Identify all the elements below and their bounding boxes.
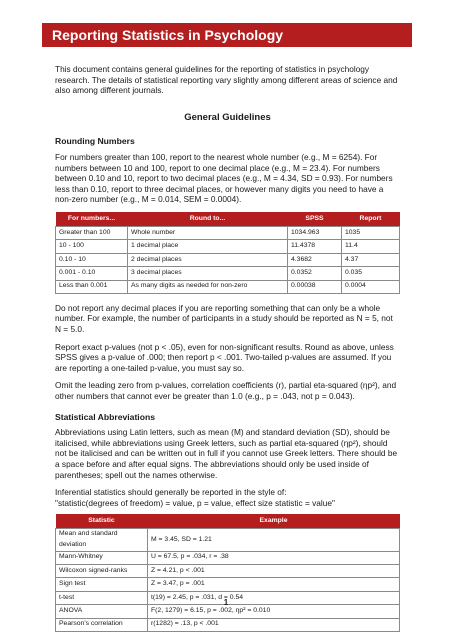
table-header-cell: Example (148, 514, 400, 529)
table-cell: As many digits as needed for non-zero (128, 280, 288, 293)
decimals-paragraph: Do not report any decimal places if you are reporting something that can only be a whole number. For example, the number of participants in a study should be reported as N = 5, not N = 5.0. (55, 302, 393, 335)
inferential-intro: Inferential statistics should generally be reported in the style of: (55, 487, 287, 498)
table-cell: 0.00038 (288, 280, 342, 293)
table-cell: 3 decimal places (128, 267, 288, 280)
table-cell: F(2, 1279) = 6.15, p = .002, ηp² = 0.010 (148, 605, 400, 618)
table-cell: Pearson's correlation (56, 618, 148, 631)
general-guidelines-heading: General Guidelines (184, 111, 271, 123)
table-cell: t-test (56, 591, 148, 604)
table-row (56, 240, 400, 253)
table-cell: 1034.963 (288, 226, 342, 239)
table-cell: 0.035 (342, 267, 400, 280)
table-cell: 11.4 (342, 240, 400, 253)
intro-paragraph: This document contains general guidelines for the reporting of statistics in psychology research. The details of statistical reporting vary slightly among different areas of science and also among different journals. (55, 64, 398, 96)
abbreviations-heading: Statistical Abbreviations (55, 411, 155, 422)
table-row (56, 529, 400, 551)
table-header-cell: SPSS (288, 212, 342, 227)
table-header-cell: Round to... (128, 212, 288, 227)
table-cell: 2 decimal places (128, 253, 288, 266)
table-cell: Z = 4.21, p < .001 (148, 564, 400, 577)
table-cell: 4.3682 (288, 253, 342, 266)
table-header-cell: Report (342, 212, 400, 227)
table-row (56, 564, 400, 577)
abbreviations-paragraph: Abbreviations using Latin letters, such as mean (M) and standard deviation (SD), should be italicised, while abbreviations using Greek letters, such as partial eta-squared (ηp²), should not be italicised and can be written out in full if you cannot use Greek letters. There should be a space before and after equal signs. The abbreviations should only be used inside of parentheses; spell out the names otherwise. (55, 427, 398, 480)
table-cell: U = 67.5, p = .034, r = .38 (148, 551, 400, 564)
rounding-paragraph: For numbers greater than 100, report to the nearest whole number (e.g., M = 6254). For numbers between 10 and 100, report to one decimal place (e.g., M = 23.4). For numbers between 0.10 and 10, report to two decimal places (e.g., M = 4.34, SD = 0.93). For numbers less than 0.10, report to three decimal places, or however many digits you need to have a non-zero number (e.g., M = 0.014, SEM = 0.0004). (55, 151, 393, 205)
table-cell: 0.10 - 10 (56, 253, 128, 266)
document-title: Reporting Statistics in Psychology (42, 23, 412, 47)
table-cell: Mann-Whitney (56, 551, 148, 564)
rounding-heading: Rounding Numbers (55, 136, 135, 147)
table-cell: 0.0004 (342, 280, 400, 293)
table-cell: 0.0352 (288, 267, 342, 280)
table-cell: Wilcoxon signed-ranks (56, 564, 148, 577)
table-cell: M = 3.45, SD = 1.21 (148, 529, 400, 551)
table-row (56, 280, 400, 293)
table-header-row (56, 212, 400, 227)
table-cell: 4.37 (342, 253, 400, 266)
table-cell: Whole number (128, 226, 288, 239)
table-cell: Less than 0.001 (56, 280, 128, 293)
table-cell: Sign test (56, 578, 148, 591)
table-header-row (56, 514, 400, 529)
table-cell: 0.001 - 0.10 (56, 267, 128, 280)
table-cell: 11.4378 (288, 240, 342, 253)
leading-zero-paragraph: Omit the leading zero from p-values, correlation coefficients (r), partial eta-squared (ηp²), and other numbers that cannot ever be greater than 1.0 (e.g., p = .043, not p = 0.043). (55, 380, 397, 402)
inferential-format: "statistic(degrees of freedom) = value, p = value, effect size statistic = value" (55, 497, 335, 508)
table-cell: 1035 (342, 226, 400, 239)
table-row (56, 551, 400, 564)
inferential-paragraph (55, 487, 400, 508)
table-row (56, 267, 400, 280)
table-cell: 10 - 100 (56, 240, 128, 253)
table-header-cell: Statistic (56, 514, 148, 529)
page-number: 1 (223, 598, 229, 607)
table-row (56, 618, 400, 631)
document-body (55, 64, 400, 641)
statistics-table (55, 514, 400, 632)
pvalues-paragraph: Report exact p-values (not p < .05), even for non-significant results. Round as above, unless SPSS gives a p-value of .000; then report p < .001. Two-tailed p-values are assumed. If you are reporting a one-tailed p-value, you must say so. (55, 341, 394, 373)
table-cell: r(1282) = .13, p < .001 (148, 618, 400, 631)
table-cell: t(19) = 2.45, p = .031, d = 0.54 (148, 591, 400, 604)
table-row (56, 226, 400, 239)
rounding-table (55, 212, 400, 294)
table-header-cell: For numbers... (56, 212, 128, 227)
table-cell: Z = 3.47, p = .001 (148, 578, 400, 591)
table-cell: Greater than 100 (56, 226, 128, 239)
table-cell: 1 decimal place (128, 240, 288, 253)
table-cell: Mean and standard deviation (56, 529, 148, 551)
table-row (56, 253, 400, 266)
table-cell: ANOVA (56, 605, 148, 618)
table-row (56, 578, 400, 591)
